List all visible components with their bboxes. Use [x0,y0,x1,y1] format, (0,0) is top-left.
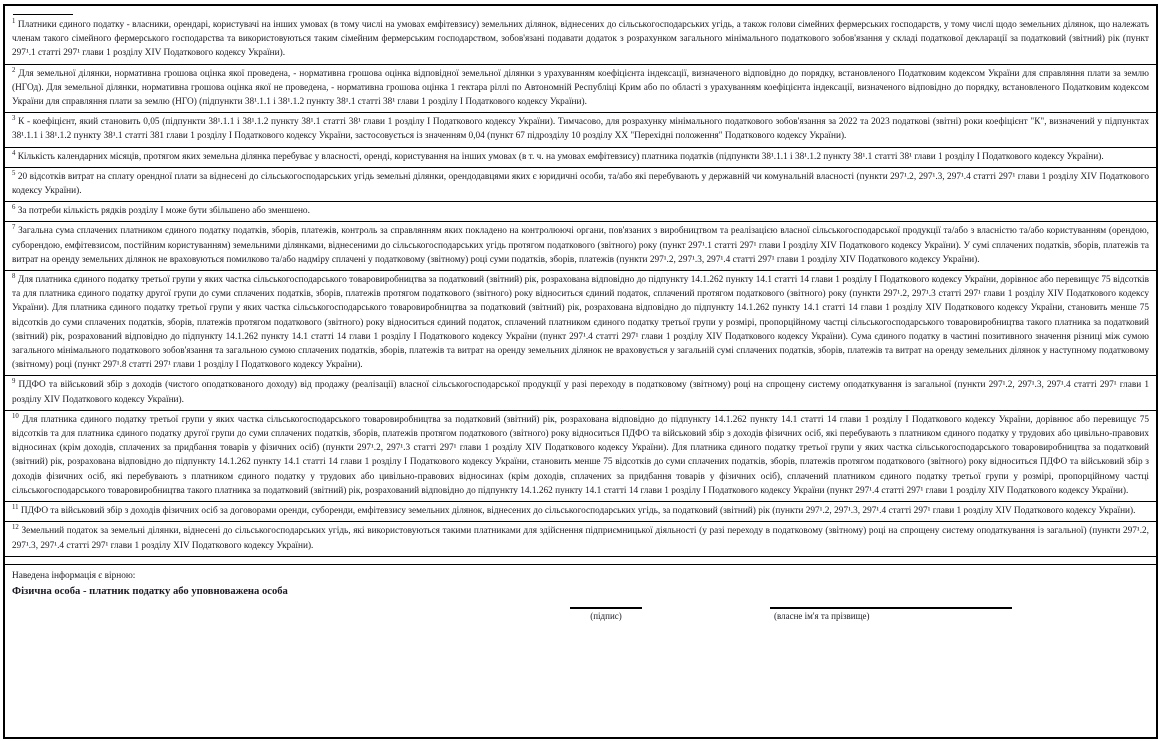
footnote-row-12 [5,522,1156,556]
footnote-text: Для платника єдиного податку третьої групи у яких частка сільськогосподарського товаровиробництва за податковий (звітний) рік, розрахована відповідно до підпункту 14.1.262 пункту 14.1 статті 14 глави 1 розділу I Податкового кодексу України, дорівнює або перевищує 75 відсотків та для платника єдиного податку другої групи до суми сплачених податків, зборів, платежів протягом податкового (звітного) року відноситься єдиний податок, сплачений протягом податкового (звітного) року (пункти 297¹.2, 297¹.3 статті 297¹ глави 1 розділу XIV Податкового кодексу України). Для платника єдиного податку третьої групи у яких частка сільськогосподарського товаровиробництва за податковий (звітний) рік, розрахована відповідно до підпункту 14.1.262 пункту 14.1 статті 14 глави 1 розділу XIV Податкового кодексу України, становить менше 75 відсотків до суми сплачених податків, зборів, платежів протягом податкового (звітного) року відноситься єдиний податок, сплачений платником єдиного податку третьої групи у розмірі, пропорційному частці сільськогосподарського товаровиробництва такого платника за податковий (звітний) рік, розрахований відповідно до підпункту 14.1.262 пункту 14.1 статті 14 глави 1 розділу I Податкового кодексу України (пункт 297¹.4 статті 297¹ глави 1 розділу XIV Податкового кодексу України). Сума єдиного податку в частині позитивного значення різниці між сумою загального мінімального податкового зобов'язання та загальною сумою сплачених податків, зборів, платежів та витрат на оренду земельних ділянок не враховується у загальній сумі сплачених податків, зборів, платежів та витрат на оренду земельних ділянок у наступному податковому (звітному) році (пункт 297¹.8 статті 297¹ глави 1 розділу I Податкового кодексу України). [12,275,1149,371]
footnote-row-10 [5,411,1156,502]
name-field [770,607,1012,621]
footnote-row-9 [5,376,1156,410]
certification-statement: Наведена інформація є вірною: [12,570,136,581]
footnote-marker: 2 [12,66,16,74]
footnote-marker: 10 [12,412,19,420]
footnote-marker: 1 [12,17,16,25]
footnote-marker: 3 [12,115,16,123]
footnote-text: 20 відсотків витрат на сплату орендної плати за віднесені до сільськогосподарських угідь земельні ділянки, орендодавцями яких є юридичні особи, та/або які перебувають у державній чи комунальній власності (пункти 297¹.2, 297¹.3, 297¹.4 статті 297¹ глави 1 розділу XIV Податкового кодексу України). [12,171,1149,197]
footnote-text: Земельний податок за земельні ділянки, віднесені до сільськогосподарських угідь, які використовуються такими платниками для здійснення підприємницької діяльності (у разі переходу в податковому (звітному) році на спрощену систему оподаткування із загальної) (пункти 297¹.2, 297¹.3, 297¹.4 статті 297¹ глави 1 розділу XIV Податкового кодексу України). [12,526,1150,551]
footnote-marker: 4 [12,149,16,157]
footnote-text: ПДФО та військовий збір з доходів фізичних осіб за договорами оренди, суборенди, емфітевзису земельних ділянок, віднесених до сільськогосподарських угідь, за податковий (звітний) рік (пункти 297¹.2, 297¹.3, 297¹.4 статті 297¹ глави 1 розділу XIV Податкового кодексу України). [20,506,1136,517]
footnote-text: Для платника єдиного податку третьої групи у яких частка сільськогосподарського товаровиробництва за податковий (звітний) рік, розрахована відповідно до підпункту 14.1.262 пункту 14.1 статті 14 глави 1 розділу I Податкового кодексу України, дорівнює або перевищує 75 відсотків та для платника єдиного податку другої групи до суми сплачених податків, зборів, платежів протягом податкового (звітного) року відноситься ПДФО та військовий збір з доходів фізичних осіб, які перебувають з платником єдиного податку у трудових або цивільно-правових відносинах (крім доходів, сплачених за придбання товарів у фізичних осіб) (пункти 297¹.2, 297¹.3 статті 297¹ глави 1 розділу XIV Податкового кодексу України). Для платника єдиного податку третьої групи у яких частка сільськогосподарського товаровиробництва за податковий (звітний) рік, розрахована відповідно до підпункту 14.1.262 пункту 14.1 статті 14 глави 1 розділу I Податкового кодексу України, становить менше 75 відсотків до суми сплачених податків, зборів, платежів протягом податкового (звітного) року відноситься ПДФО та військовий збір з доходів фізичних осіб, які перебувають з платником єдиного податку у трудових або цивільно-правових відносинах (крім доходів, сплачених за придбання товарів у фізичних осіб), сплачений платником єдиного податку третьої групи у розмірі, пропорційному частці сільськогосподарського товаровиробництва такого платника за податковий (звітний) рік, розрахований відповідно до підпункту 14.1.262 пункту 14.1 статті 14 глави 1 розділу I Податкового кодексу України (пункт 297¹.4 статті 297¹ глави 1 розділу XIV Податкового кодексу України). [12,414,1149,496]
footnote-marker: 6 [12,204,16,212]
footnote-marker: 5 [12,169,16,177]
footnote-row-2 [5,65,1156,114]
footnote-row-4 [5,148,1156,168]
footnote-row-3 [5,113,1156,147]
footnote-marker: 8 [12,272,16,280]
signature-label: (підпис) [590,610,622,621]
footnote-row-7 [5,222,1156,271]
footnote-text: К - коефіцієнт, який становить 0,05 (підпункти 38¹.1.1 і 38¹.1.2 пункту 38¹.1 статті 38¹ глави 1 розділу I Податкового кодексу України). Тимчасово, для розрахунку мінімального податкового зобов'язання за 2022 та 2023 податкові (звітні) роки коефіцієнт "К", визначений у підпунктах 38¹.1.1 і 38¹.1.2 пункту 38¹.1 статті 381 глави 1 розділу I Податкового кодексу України, застосовується із значенням 0,04 (пункт 67 підрозділу 10 розділу XX "Перехідні положення" Податкового кодексу України). [12,117,1149,142]
certification-section [5,565,1156,641]
signer-role: Фізична особа - платник податку або уповноважена особа [12,585,288,597]
footnote-marker: 11 [12,504,19,511]
signature-area [12,605,1149,637]
footnote-marker: 9 [12,378,16,386]
footnote-row-11 [5,502,1156,522]
footnote-text: Загальна сума сплачених платником єдиного податку податків, зборів, платежів, контроль за справлянням яких покладено на контролюючі органи, пов'язаних з виробництвом та реалізацією власної сільськогосподарської продукції та/або з власністю та/або користуванням (орендою, суборендою, емфітевзисом, постійним користуванням) земельними ділянками, віднесеними до сільськогосподарських угідь протягом податкового (звітного) року (пункт 297¹.1 статті 297¹ глави I розділу XIV Податкового кодексу України). У сумі сплачених податків, зборів, платежів та витрат на оренду земельних ділянок не враховуються помилково та/або надміру сплачені у податковому (звітному) році суми податків, зборів, платежів (пункти 297¹.2, 297¹.3, 297¹.4 статті 297¹ глави 1 розділу XIV Податкового кодексу України). [12,226,1149,265]
footnote-row-6 [5,202,1156,222]
signature-field [570,607,642,621]
footnote-text: ПДФО та військовий збір з доходів (чистого оподаткованого доходу) від продажу (реалізації) власної сільськогосподарської продукції у разі переходу в податковому (звітному) році на спрощену систему оподаткування із загальної (пункти 297¹.2, 297¹.3, 297¹.4 статті 297¹ глави 1 розділу XIV Податкового кодексу України). [12,380,1149,405]
footnote-marker: 12 [12,524,19,532]
name-label: (власне ім'я та прізвище) [774,610,870,621]
footnote-marker: 7 [12,224,16,232]
footnote-row-1 [5,6,1156,65]
footnote-row-5 [5,168,1156,202]
footnote-text: Кількість календарних місяців, протягом яких земельна ділянка перебуває у власності, оренді, користування на інших умовах (в т. ч. на умовах емфітевзису) платника податків (підпункти 38¹.1.1 і 38¹.1.2 пункту 38¹.1 статті 38¹ глави 1 розділу I Податкового кодексу України). [17,151,1104,162]
footnote-text: Платники єдиного податку - власники, орендарі, користувачі на інших умовах (в тому числі на умовах емфітевзису) земельних ділянок, віднесених до сільськогосподарських угідь, а також голови сімейних фермерських господарств, у тому числі щодо земельних ділянок, що належать членам такого сімейного фермерського господарства та використовуються таким сімейним фермерським господарством, зобов'язані подавати додаток з розрахунком загального мінімального податкового зобов'язання у складі податкової декларації за податковий (звітний) рік (пункт 297¹.1 статті 297¹ глави 1 розділу XIV Податкового кодексу України). [12,20,1149,59]
footnote-text: Для земельної ділянки, нормативна грошова оцінка якої проведена, - нормативна грошова оцінка відповідної земельної ділянки з урахуванням коефіцієнта індексації, визначеного відповідно до порядку, встановленого Податковим кодексом України для справляння плати за землю (НГОд). Для земельної ділянки, нормативна грошова оцінка якої не проведена, - нормативна грошова оцінка 1 гектара ріллі по Автономній Республіці Крим або по області з урахуванням коефіцієнта індексації, визначеного відповідно до порядку, встановленого Податковим кодексом України для справляння плати за землю (НГО) (підпункти 38¹.1.1 і 38¹.1.2 пункту 38¹.1 статті 38¹ глави 1 розділу I Податкового кодексу України). [12,68,1149,108]
document-page [3,4,1158,739]
footnote-separator-rule [13,14,73,15]
footnote-row-8 [5,271,1156,376]
empty-row [5,557,1156,565]
footnote-text: За потреби кількість рядків розділу I може бути збільшено або зменшено. [17,206,310,217]
